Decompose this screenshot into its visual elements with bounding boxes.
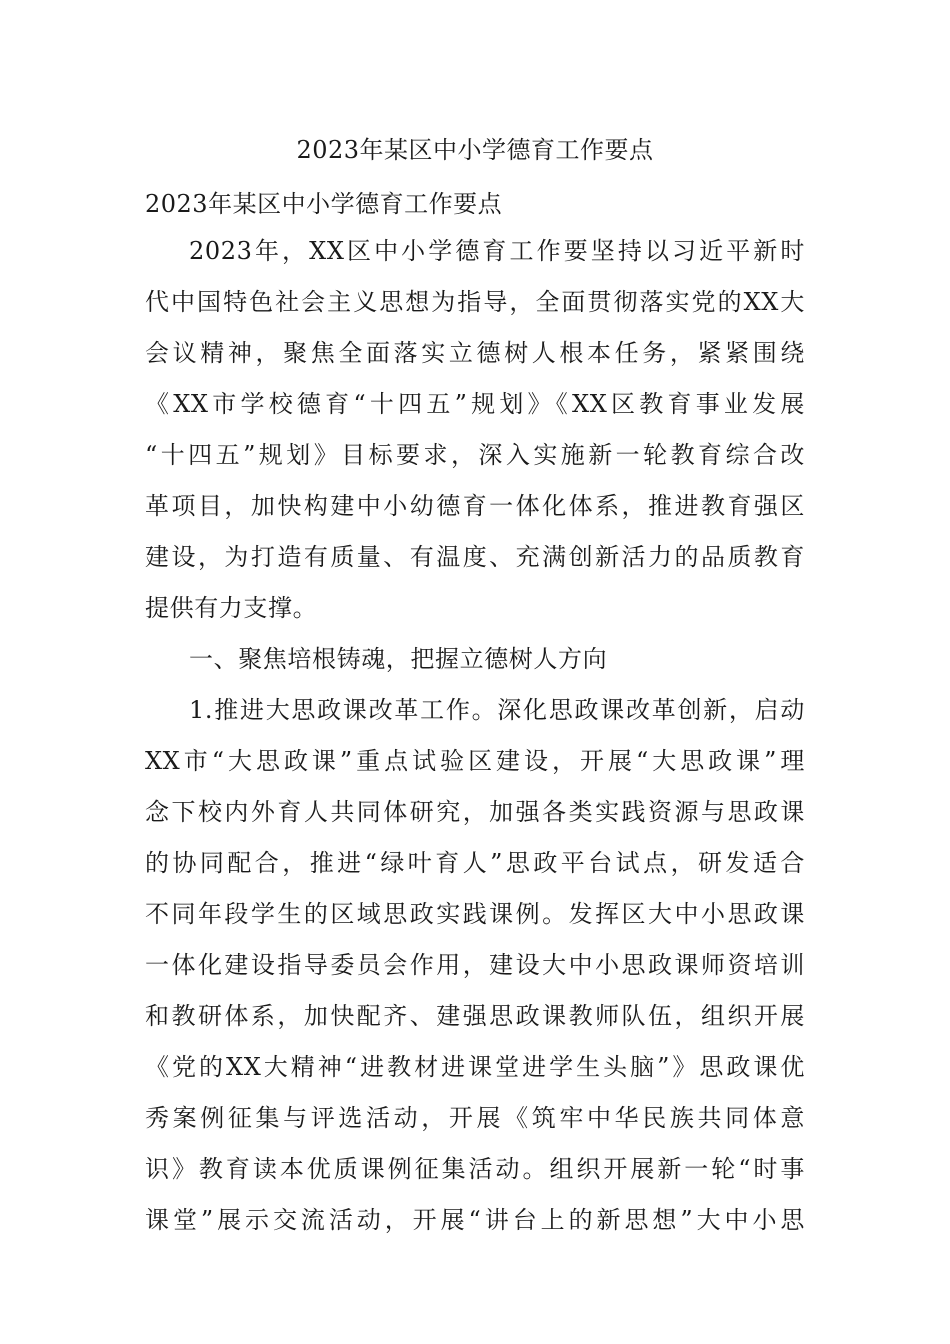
item1-line: 《党的XX大精神“进教材进课堂进学生头脑”》思政课优 [145, 1053, 805, 1081]
intro-line: “十四五”规划》目标要求，深入实施新一轮教育综合改 [145, 441, 805, 469]
item1-line: 1.推进大思政课改革工作。深化思政课改革创新，启动 [189, 696, 805, 724]
item1-line: 一体化建设指导委员会作用，建设大中小思政课师资培训 [145, 951, 805, 979]
item1-line: XX市“大思政课”重点试验区建设，开展“大思政课”理 [145, 747, 805, 775]
intro-line: 提供有力支撑。 [145, 594, 318, 622]
intro-line: 会议精神，聚焦全面落实立德树人根本任务，紧紧围绕 [145, 339, 805, 367]
item1-line: 课堂”展示交流活动，开展“讲台上的新思想”大中小思 [145, 1206, 805, 1234]
document-subtitle: 2023年某区中小学德育工作要点 [145, 190, 503, 218]
item1-line: 念下校内外育人共同体研究，加强各类实践资源与思政课 [145, 798, 805, 826]
document-body [145, 132, 805, 1246]
item1-line: 和教研体系，加快配齐、建强思政课教师队伍，组织开展 [145, 1002, 805, 1030]
intro-line: 2023年，XX区中小学德育工作要坚持以习近平新时 [189, 237, 805, 265]
section-heading: 一、聚焦培根铸魂，把握立德树人方向 [189, 645, 608, 673]
intro-paragraph [145, 226, 805, 634]
document-title: 2023年某区中小学德育工作要点 [296, 136, 654, 164]
item1-line: 不同年段学生的区域思政实践课例。发挥区大中小思政课 [145, 900, 805, 928]
item1-line: 的协同配合，推进“绿叶育人”思政平台试点，研发适合 [145, 849, 805, 877]
item1-line: 秀案例征集与评选活动，开展《筑牢中华民族共同体意 [145, 1104, 805, 1132]
item1-paragraph [145, 685, 805, 1246]
intro-line: 《XX市学校德育“十四五”规划》《XX区教育事业发展 [145, 390, 805, 418]
intro-line: 革项目，加快构建中小幼德育一体化体系，推进教育强区 [145, 492, 805, 520]
intro-line: 代中国特色社会主义思想为指导，全面贯彻落实党的XX大 [145, 288, 805, 316]
intro-line: 建设，为打造有质量、有温度、充满创新活力的品质教育 [145, 543, 805, 571]
item1-line: 识》教育读本优质课例征集活动。组织开展新一轮“时事 [145, 1155, 805, 1183]
